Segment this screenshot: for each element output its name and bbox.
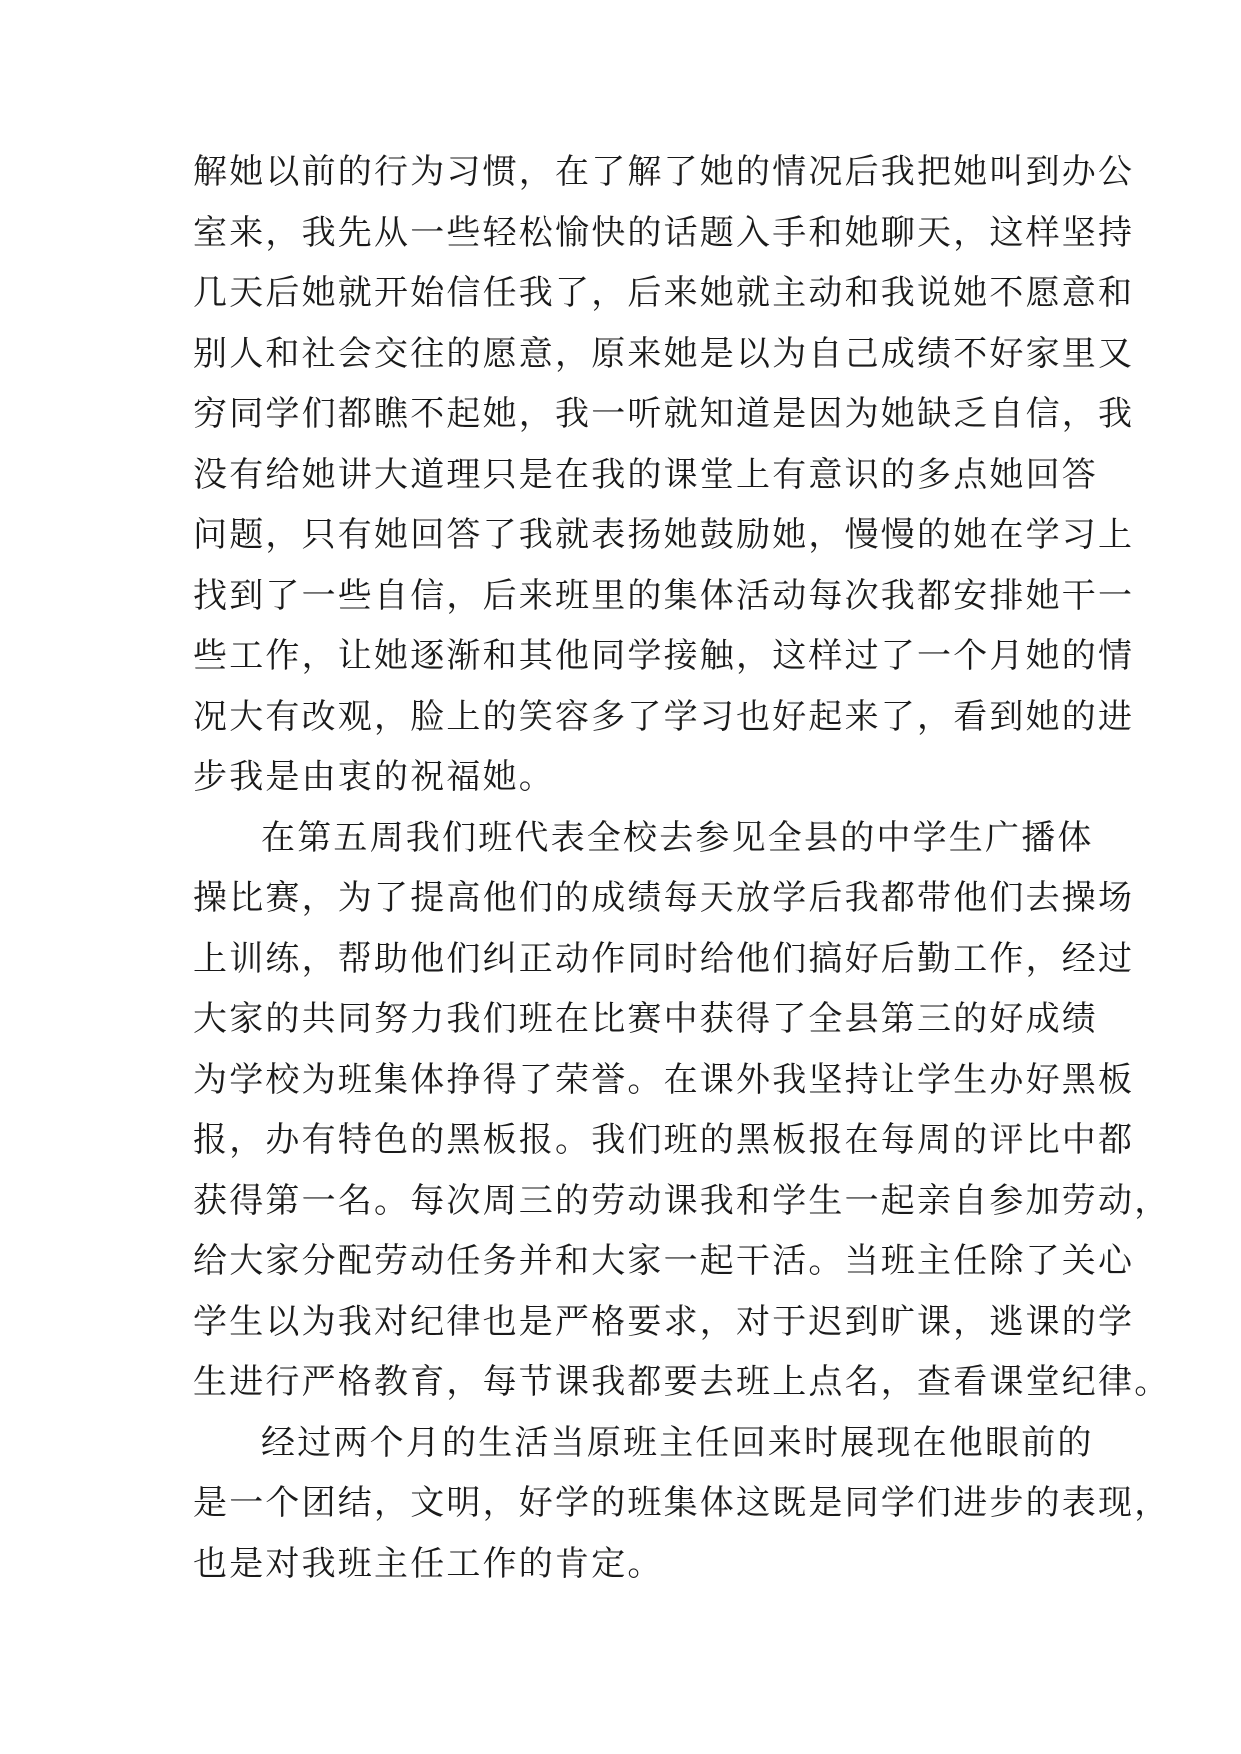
text-line: 也是对我班主任工作的肯定。 — [193, 1543, 664, 1584]
text-line: 生进行严格教育，每节课我都要去班上点名，查看课堂纪律。 — [193, 1362, 1171, 1402]
text-line: 给大家分配劳动任务并和大家一起干活。当班主任除了关心 — [193, 1241, 1135, 1281]
text-line: 上训练，帮助他们纠正动作同时给他们搞好后勤工作，经过 — [193, 938, 1135, 979]
text-line: 大家的共同努力我们班在比赛中获得了全县第三的好成绩 — [193, 999, 1098, 1039]
text-line: 几天后她就开始信任我了，后来她就主动和我说她不愿意和 — [193, 273, 1135, 313]
text-line: 操比赛，为了提高他们的成绩每天放学后我都带他们去操场 — [193, 878, 1135, 918]
text-line: 穷同学们都瞧不起她，我一听就知道是因为她缺乏自信，我 — [193, 394, 1135, 434]
text-line: 是一个团结，文明，好学的班集体这既是同学们进步的表现， — [193, 1483, 1171, 1523]
text-line: 步我是由衷的祝福她。 — [193, 757, 555, 797]
paragraph-first-line: 在第五周我们班代表全校去参见全县的中学生广播体 — [261, 817, 1094, 858]
text-line: 为学校为班集体挣得了荣誉。在课外我坚持让学生办好黑板 — [193, 1059, 1135, 1100]
text-line: 学生以为我对纪律也是严格要求，对于迟到旷课，逃课的学 — [193, 1301, 1135, 1342]
text-line: 室来，我先从一些轻松愉快的话题入手和她聊天，这样坚持 — [193, 212, 1135, 253]
text-line: 些工作，让她逐渐和其他同学接触，这样过了一个月她的情 — [193, 636, 1135, 676]
paragraph-first-line: 经过两个月的生活当原班主任回来时展现在他眼前的 — [261, 1422, 1094, 1463]
body-text — [193, 142, 1171, 1594]
text-line: 报，办有特色的黑板报。我们班的黑板报在每周的评比中都 — [193, 1120, 1135, 1160]
text-line: 获得第一名。每次周三的劳动课我和学生一起亲自参加劳动， — [193, 1180, 1171, 1221]
text-line: 问题，只有她回答了我就表扬她鼓励她，慢慢的她在学习上 — [193, 515, 1135, 555]
text-line: 况大有改观，脸上的笑容多了学习也好起来了，看到她的进 — [193, 696, 1135, 737]
text-line: 解她以前的行为习惯，在了解了她的情况后我把她叫到办公 — [193, 152, 1135, 192]
text-line: 没有给她讲大道理只是在我的课堂上有意识的多点她回答 — [193, 454, 1098, 495]
text-line: 找到了一些自信，后来班里的集体活动每次我都安排她干一 — [193, 575, 1135, 616]
text-line: 别人和社会交往的愿意，原来她是以为自己成绩不好家里又 — [193, 333, 1135, 374]
